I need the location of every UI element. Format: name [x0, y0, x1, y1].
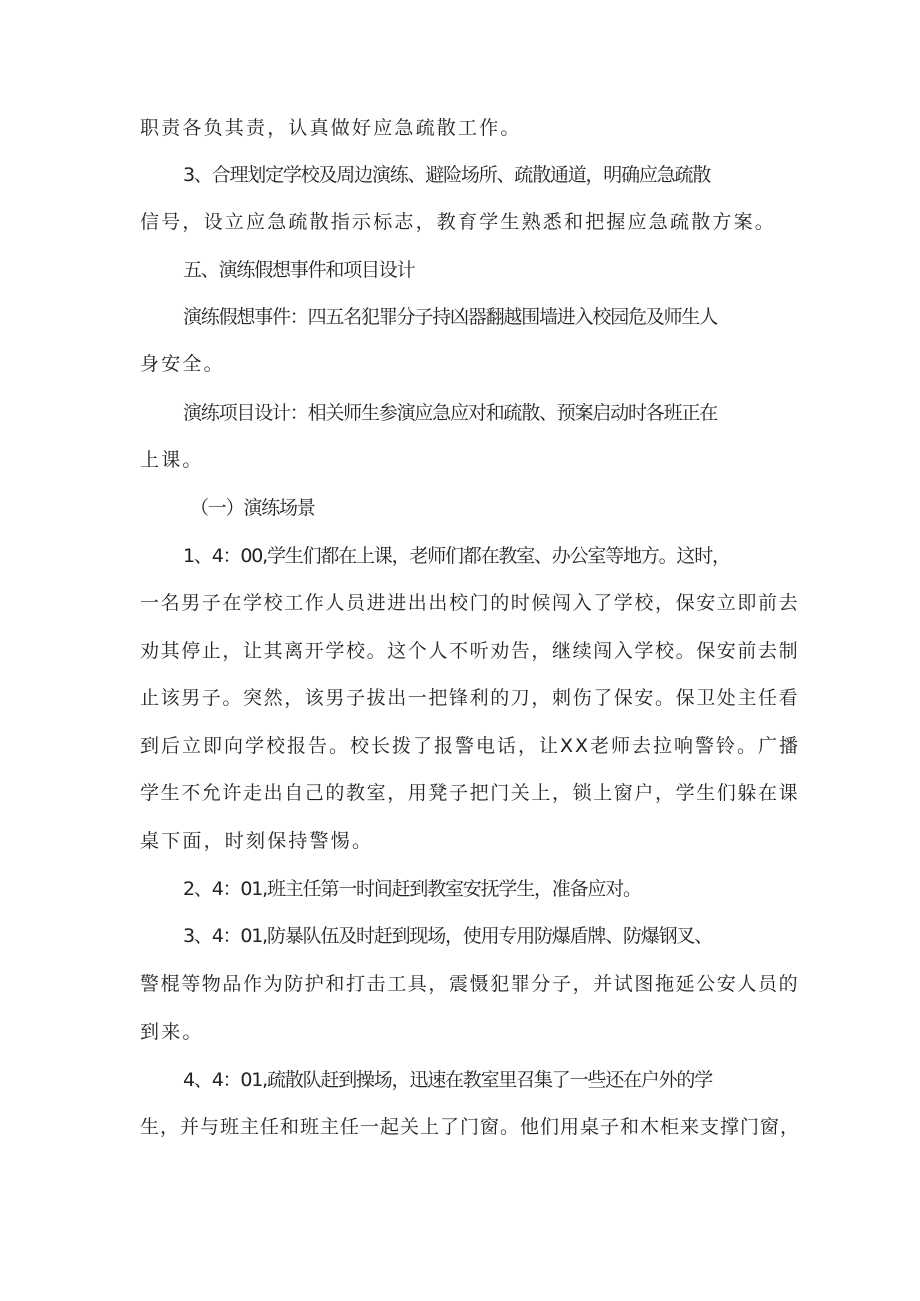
paragraph-line: 职责各负其责，认真做好应急疏散工作。	[140, 117, 522, 139]
paragraph-line: 2、4：01,班主任第一时间赶到教室安抚学生，准备应对。	[183, 878, 641, 900]
paragraph-line: 警棍等物品作为防护和打击工具，震慑犯罪分子，并试图拖延公安人员的	[140, 973, 800, 995]
paragraph-line: 学生不允许走出自己的教室，用凳子把门关上，锁上窗户，学生们躲在课	[140, 782, 800, 804]
paragraph-line: 桌下面，时刻保持警惕。	[140, 830, 374, 852]
paragraph-line: 信号，设立应急疏散指示标志，教育学生熟悉和把握应急疏散方案。	[140, 211, 777, 233]
paragraph-line: 4、4：01,疏散队赶到操场，迅速在教室里召集了一些还在户外的学	[183, 1069, 712, 1091]
paragraph-line: 止该男子。突然，该男子拔出一把锋利的刀，刺伤了保安。保卫处主任看	[140, 687, 800, 709]
paragraph-line: 1、4：00,学生们都在上课，老师们都在教室、办公室等地方。这时，	[183, 545, 730, 567]
paragraph-line: 到来。	[140, 1021, 204, 1043]
paragraph-line: 演练项目设计：相关师生参演应急应对和疏散、预案启动时各班正在	[183, 402, 718, 424]
paragraph-line: 一名男子在学校工作人员进进出出校门的时候闯入了学校，保安立即前去	[140, 592, 800, 614]
paragraph-line: 3、合理划定学校及周边演练、避险场所、疏散通道，明确应急疏散	[183, 164, 711, 186]
paragraph-line: 生，并与班主任和班主任一起关上了门窗。他们用桌子和木柜来支撑门窗，	[140, 1116, 801, 1138]
paragraph-line: 3、4：01,防暴队伍及时赶到现场，使用专用防爆盾牌、防爆钢叉、	[183, 925, 712, 947]
subsection-heading: （一）演练场景	[190, 497, 315, 519]
paragraph-line: 身安全。	[140, 353, 225, 375]
section-heading: 五、演练假想事件和项目设计	[183, 259, 415, 281]
paragraph-line: 上课。	[140, 449, 204, 471]
paragraph-line: 劝其停止，让其离开学校。这个人不听劝告，继续闯入学校。保安前去制	[140, 640, 800, 662]
paragraph-line: 到后立即向学校报告。校长拨了报警电话，让XX老师去拉响警铃。广播	[140, 735, 801, 757]
paragraph-line: 演练假想事件：四五名犯罪分子持凶器翻越围墙进入校园危及师生人	[183, 306, 718, 328]
